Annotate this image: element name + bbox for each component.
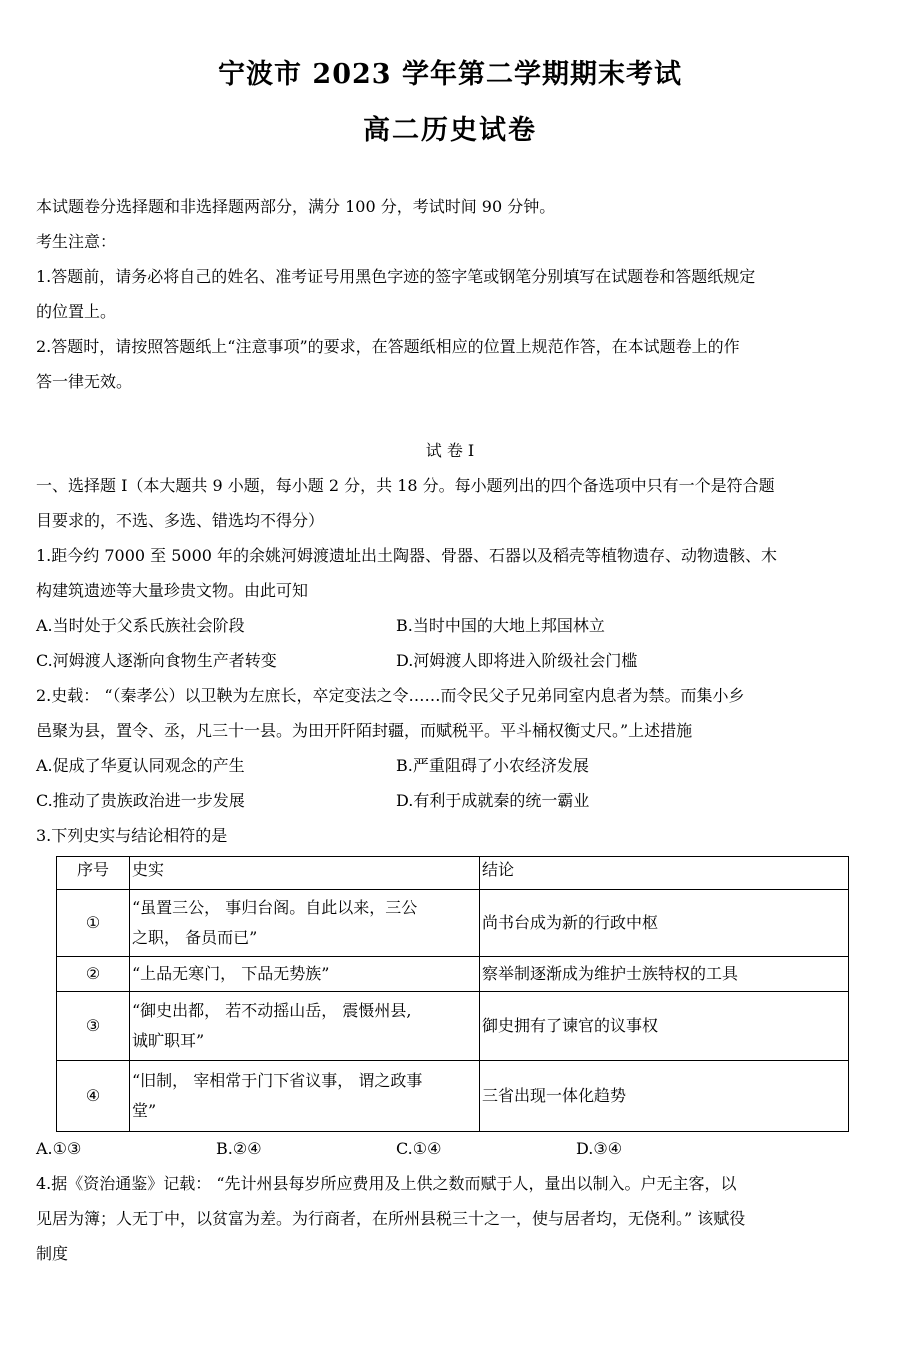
exam-subtitle: 高二历史试卷 [363,115,537,146]
table-row [57,1061,849,1132]
row-fact [130,1061,480,1132]
row-number: ④ [57,1061,130,1132]
notice-1-line-a: 1.答题前，请务必将自己的姓名、准考证号用黑色字迹的签字笔或钢笔分别填写在试题卷和答题纸规定 [36,267,756,286]
q2-option-d: D.有利于成就秦的统一霸业 [396,791,590,810]
row-number: ② [57,957,130,992]
q2-option-b: B.严重阻碍了小农经济发展 [396,756,589,775]
row-number: ① [57,890,130,957]
row-fact-line: “虽置三公， 事归台阁。自此以来，三公 [132,898,418,917]
table-header-row [57,857,849,890]
row-conclusion: 尚书台成为新的行政中枢 [480,890,849,957]
section-desc-a: 一、选择题 I（本大题共 9 小题，每小题 2 分，共 18 分。每小题列出的四个备选项中只有一个是符合题 [36,476,775,495]
section-desc-b: 目要求的，不选、多选、错选均不得分） [36,511,325,530]
q4-stem-c: 制度 [36,1244,69,1263]
row-fact-line: “御史出都， 若不动摇山岳， 震慑州县, [132,1001,412,1020]
header-cell: 序号 [57,857,130,890]
q3-option-a: A.①③ [36,1139,82,1158]
q1-option-d: D.河姆渡人即将进入阶级社会门槛 [396,651,638,670]
row-fact-line: 诚旷职耳” [132,1031,205,1050]
row-fact [130,992,480,1061]
q1-option-b: B.当时中国的大地上邦国林立 [396,616,605,635]
row-conclusion: 御史拥有了谏官的议事权 [480,992,849,1061]
section-label: 试 卷 I [425,441,475,460]
notice-2-line-b: 答一律无效。 [36,372,133,391]
row-fact-line: 堂” [132,1101,157,1120]
q3-table [56,856,849,1132]
q1-stem-a: 1.距今约 7000 至 5000 年的余姚河姆渡遗址出土陶器、骨器、石器以及稻壳等植物遗存、动物遗骸、木 [36,546,778,565]
q1-option-c: C.河姆渡人逐渐向食物生产者转变 [36,651,277,670]
table-row [57,890,849,957]
q2-option-a: A.促成了华夏认同观念的产生 [36,756,245,775]
row-conclusion: 察举制逐渐成为维护士族特权的工具 [480,957,849,992]
q3-stem: 3.下列史实与结论相符的是 [36,826,228,845]
exam-title: 宁波市 2023 学年第二学期期末考试 [218,59,682,90]
row-number: ③ [57,992,130,1061]
row-fact [130,957,480,992]
row-conclusion: 三省出现一体化趋势 [480,1061,849,1132]
notice-title: 考生注意： [36,232,117,251]
q1-stem-b: 构建筑遗迹等大量珍贵文物。由此可知 [36,581,309,600]
q2-option-c: C.推动了贵族政治进一步发展 [36,791,245,810]
q3-option-d: D.③④ [576,1139,623,1158]
q3-option-b: B.②④ [216,1139,262,1158]
row-fact [130,890,480,957]
row-fact-line: “上品无寒门， 下品无势族” [132,964,330,983]
q4-stem-b: 见居为簿；人无丁中，以贫富为差。为行商者，在所州县税三十之一，使与居者均，无侥利。” 该赋役 [36,1209,746,1228]
notice-1-line-b: 的位置上。 [36,302,117,321]
table-row [57,957,849,992]
q1-option-a: A.当时处于父系氏族社会阶段 [36,616,245,635]
row-fact-line: 之职， 备员而已” [132,928,258,947]
row-fact-line: “旧制， 宰相常于门下省议事， 谓之政事 [132,1071,423,1090]
header-cell: 史实 [130,857,480,890]
q2-stem-b: 邑聚为县，置令、丞，凡三十一县。为田开阡陌封疆，而赋税平。平斗桶权衡丈尺。”上述措施 [36,721,693,740]
header-cell: 结论 [480,857,849,890]
q3-option-c: C.①④ [396,1139,442,1158]
q2-stem-a: 2.史载： “（秦孝公）以卫鞅为左庶长，卒定变法之令……而令民父子兄弟同室内息者为禁。而集小乡 [36,686,745,705]
notice-2-line-a: 2.答题时，请按照答题纸上“注意事项”的要求，在答题纸相应的位置上规范作答，在本试题卷上的作 [36,337,740,356]
intro-line: 本试题卷分选择题和非选择题两部分，满分 100 分，考试时间 90 分钟。 [36,197,556,216]
table-row [57,992,849,1061]
q4-stem-a: 4.据《资治通鉴》记载： “先计州县每岁所应费用及上供之数而赋于人，量出以制入。户无主客，以 [36,1174,737,1193]
